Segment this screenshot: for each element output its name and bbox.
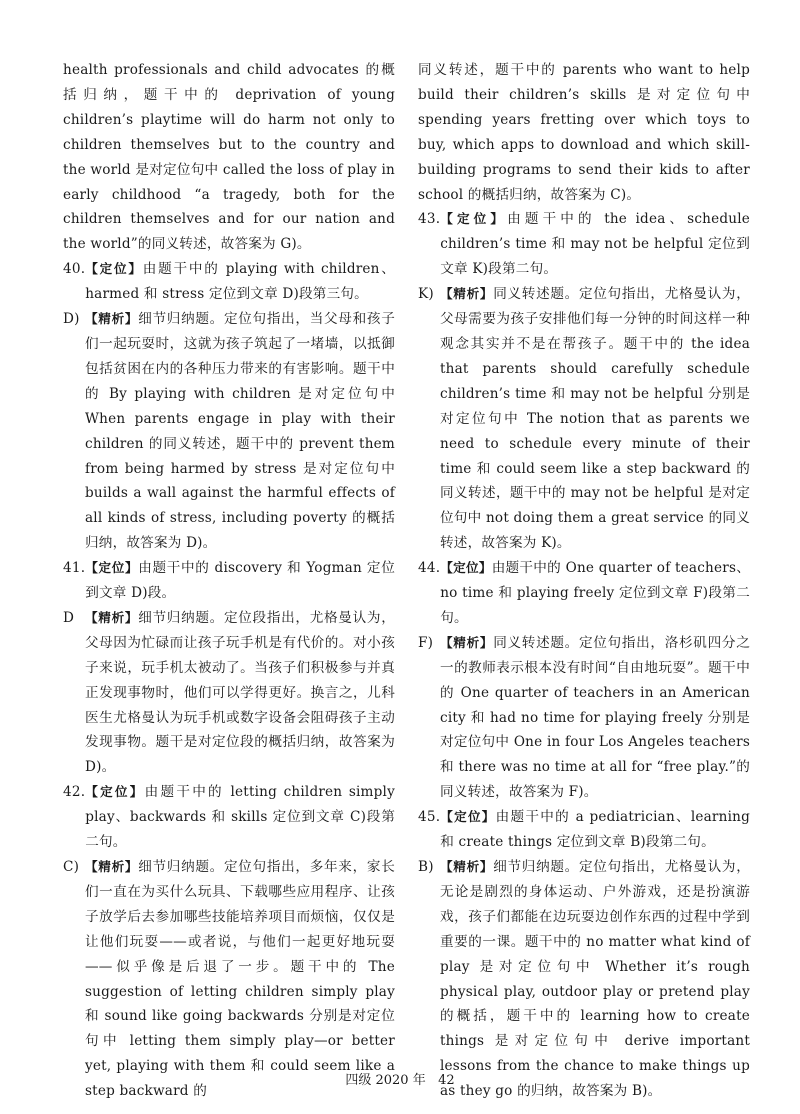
locate-tag: 【定位】 — [85, 784, 145, 800]
locate-text: 由题干中的 letting children simply play、backwards 和 skills 定位到文章 C)段第二句。 — [85, 784, 395, 851]
analysis-tag: 【精析】 — [85, 859, 139, 874]
question-number: 45. — [418, 809, 441, 826]
question-40-analysis — [63, 307, 395, 556]
analysis-tag: 【精析】 — [85, 609, 139, 625]
locate-text: 由题干中的 playing with children、harmed 和 stress 定位到文章 D)段第三句。 — [85, 261, 395, 303]
continued-paragraph: health professionals and child advocates 的概括归纳，题干中的 deprivation of young children’s playtime will do harm not only to children themselves but to the country and the world 是对定位句中 called the loss of play in early childhood “a tragedy, both for the children themselves and for our nation and the world”的同义转述，故答案为 G)。 — [63, 62, 395, 253]
footer-label: 四级 2020 年 — [345, 1073, 426, 1088]
analysis-text: 同义转述题。定位句指出，尤格曼认为，父母需要为孩子安排他们每一分钟的时间这样一种观念其实并不是在帮孩子。题干中的 the idea that parents should carefully schedule children’s time 和 may not be helpful 分别是对定位句中 The notion that as parents we need to schedule every minute of their time 和 could seem like a step backward 的同义转述，题干中的 may not be helpful 是对定位句中 not doing them a great service 的同义转述，故答案为 K)。 — [440, 286, 750, 552]
analysis-text: 细节归纳题。定位句指出，尤格曼认为，无论是剧烈的身体运动、户外游戏，还是扮演游戏，孩子们都能在边玩耍边创作东西的过程中学到重要的一课。题干中的 no matter what kind of play 是对定位句中 Whether it’s rough physical play, outdoor play or pretend play 的概括，题干中的 learning how to create things 是对定位句中 derive important lessons from the chance to make things up as they go 的归纳，故答案为 B)。 — [440, 859, 750, 1100]
question-44-locate — [418, 556, 750, 631]
page-footer — [0, 1069, 800, 1088]
analysis-text: 细节归纳题。定位句指出，多年来，家长们一直在为买什么玩具、下载哪些应用程序、让孩子放学后去参加哪些技能培养项目而烦恼，仅仅是让他们玩耍——或者说，与他们一起更好地玩耍——似乎像是后退了一步。题干中的 The suggestion of letting children simply play 和 sound like going backwards 分别是对定位句中 letting them simply play—or better yet, playing with them 和 could seem like a step backward 的 — [85, 859, 395, 1100]
question-number: 43. — [418, 211, 441, 228]
question-40-locate — [63, 257, 395, 307]
answer-letter: K) — [418, 286, 434, 303]
analysis-text: 细节归纳题。定位句指出，当父母和孩子们一起玩耍时，这就为孩子筑起了一堵墙，以抵御包括贫困在内的各种压力带来的有害影响。题干中的 By playing with children 是对定位句中 When parents engage in play with their children 的同义转述，题干中的 prevent them from being harmed by stress 是对定位句中 builds a wall against the harmful effects of all kinds of stress, including poverty 的概括归纳，故答案为 D)。 — [85, 311, 395, 552]
question-45-locate — [418, 805, 750, 855]
question-42-analysis — [63, 855, 395, 1104]
analysis-tag: 【精析】 — [440, 859, 494, 874]
locate-tag: 【定位】 — [85, 261, 143, 277]
question-42-locate — [63, 780, 395, 855]
answer-letter: D — [63, 609, 75, 626]
question-44-analysis — [418, 631, 750, 805]
question-number: 40. — [63, 261, 86, 278]
question-number: 44. — [418, 560, 441, 577]
question-45-analysis — [418, 855, 750, 1104]
answer-letter: B) — [418, 859, 434, 875]
question-43-analysis — [418, 282, 750, 556]
analysis-tag: 【精析】 — [85, 311, 139, 327]
locate-text: 由题干中的 the idea、schedule children’s time 和 may not be helpful 定位到文章 K)段第二句。 — [440, 211, 750, 278]
analysis-tag: 【精析】 — [440, 634, 494, 650]
page-number: 42 — [438, 1073, 455, 1088]
answer-letter: C) — [63, 859, 80, 875]
question-41-locate — [63, 556, 395, 606]
locate-tag: 【定位】 — [85, 560, 139, 576]
locate-text: 由题干中的 One quarter of teachers、no time 和 playing freely 定位到文章 F)段第二句。 — [440, 560, 750, 626]
locate-text: 由题干中的 a pediatrician、learning 和 create things 定位到文章 B)段第二句。 — [440, 809, 750, 851]
analysis-tag: 【精析】 — [440, 286, 494, 302]
answer-letter: D) — [63, 311, 80, 328]
answer-letter: F) — [418, 634, 434, 651]
right-column — [418, 58, 750, 1104]
locate-text: 由题干中的 discovery 和 Yogman 定位到文章 D)段。 — [85, 560, 395, 602]
left-column — [63, 58, 395, 1104]
question-41-analysis — [63, 606, 395, 780]
locate-tag: 【定位】 — [440, 560, 492, 576]
question-43-locate — [418, 207, 750, 282]
question-number: 42. — [63, 784, 86, 801]
locate-tag: 【定位】 — [440, 211, 508, 227]
locate-tag: 【定位】 — [440, 809, 496, 825]
question-number: 41. — [63, 560, 86, 577]
continued-paragraph: 同义转述，题干中的 parents who want to help build their children’s skills 是对定位句中 spending years fretting over which toys to buy, which apps to download and which skill-building programs to send their kids to after school 的概括归纳，故答案为 C)。 — [418, 62, 750, 203]
analysis-text: 同义转述题。定位句指出，洛杉矶四分之一的教师表示根本没有时间“自由地玩耍”。题干中的 One quarter of teachers in an American city 和 had no time for playing freely 分别是对定位句中 One in four Los Angeles teachers 和 there was no time at all for “free play.”的同义转述，故答案为 F)。 — [440, 634, 750, 801]
analysis-text: 细节归纳题。定位段指出，尤格曼认为，父母因为忙碌而让孩子玩手机是有代价的。对小孩子来说，玩手机太被动了。当孩子们积极参与并真正发现事物时，他们可以学得更好。换言之，儿科医生尤格曼认为玩手机或数字设备会阻碍孩子主动发现事物。题干是对定位段的概括归纳，故答案为 D)。 — [85, 609, 395, 776]
